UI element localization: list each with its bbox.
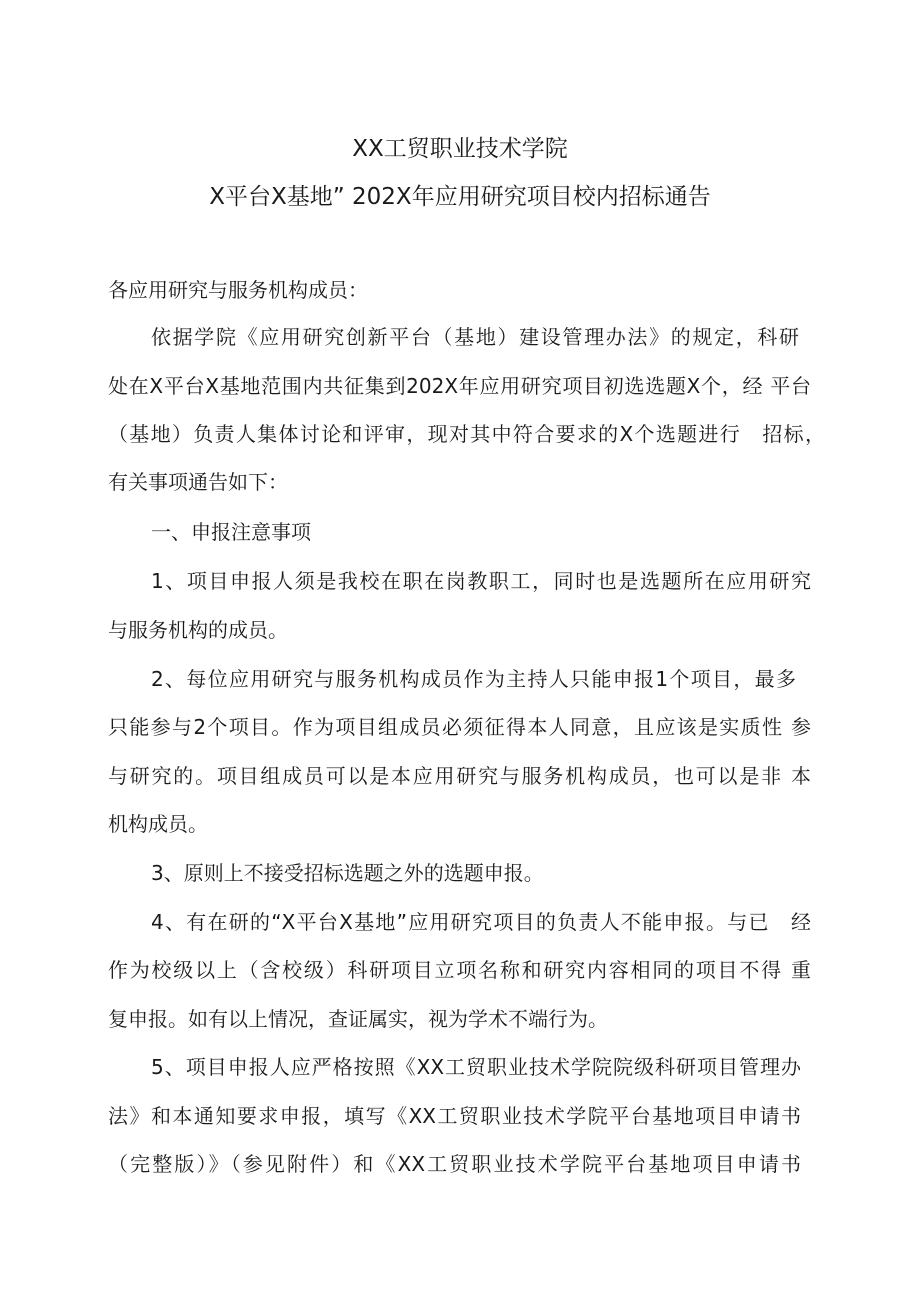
item2-line: 2、每位应用研究与服务机构成员作为主持人只能申报1个项目，最多 [151,667,796,691]
intro-line: 依据学院《应用研究创新平台（基地）建设管理办法》的规定，科研 [151,325,799,349]
section-heading: 一、申报注意事项 [151,520,311,544]
item2-line: 机构成员。 [108,812,208,836]
item1-line: 1、项目申报人须是我校在职在岗教职工，同时也是选题所在应用研究 [151,569,811,593]
item4-line: 作为校级以上（含校级）科研项目立项名称和研究内容相同的项目不得 重 [108,958,811,982]
item5-line: 5、项目申报人应严格按照《XX工贸职业技术学院院级科研项目管理办 [151,1055,801,1079]
document-title-institution: XX工贸职业技术学院 [352,136,568,162]
item5-line: （完整版）》（参见附件）和《XX工贸职业技术学院平台基地项目申请书 [108,1152,801,1176]
intro-line: （基地）负责人集体讨论和评审，现对其中符合要求的X个选题进行 招标， [108,422,825,446]
item2-line: 与研究的。项目组成员可以是本应用研究与服务机构成员，也可以是非 本 [108,764,811,788]
document-title-notice: X平台X基地” 202X年应用研究项目校内招标通告 [209,184,711,210]
item4-line: 复申报。如有以上情况，查证属实，视为学术不端行为。 [108,1007,608,1031]
item4-line: 4、有在研的“X平台X基地”应用研究项目的负责人不能申报。与已 经 [151,910,811,934]
item3-line: 3、原则上不接受招标选题之外的选题申报。 [151,861,544,885]
intro-line: 有关事项通告如下： [108,470,288,494]
intro-line: 处在X平台X基地范围内共征集到202X年应用研究项目初选选题X个，经 平台 [108,374,811,398]
item2-line: 只能参与2个项目。作为项目组成员必须征得本人同意，且应该是实质性 参 [108,715,811,739]
item1-line: 与服务机构的成员。 [108,618,288,642]
salutation: 各应用研究与服务机构成员： [108,278,368,302]
item5-line: 法》和本通知要求申报，填写《XX工贸职业技术学院平台基地项目申请书 [108,1104,801,1128]
